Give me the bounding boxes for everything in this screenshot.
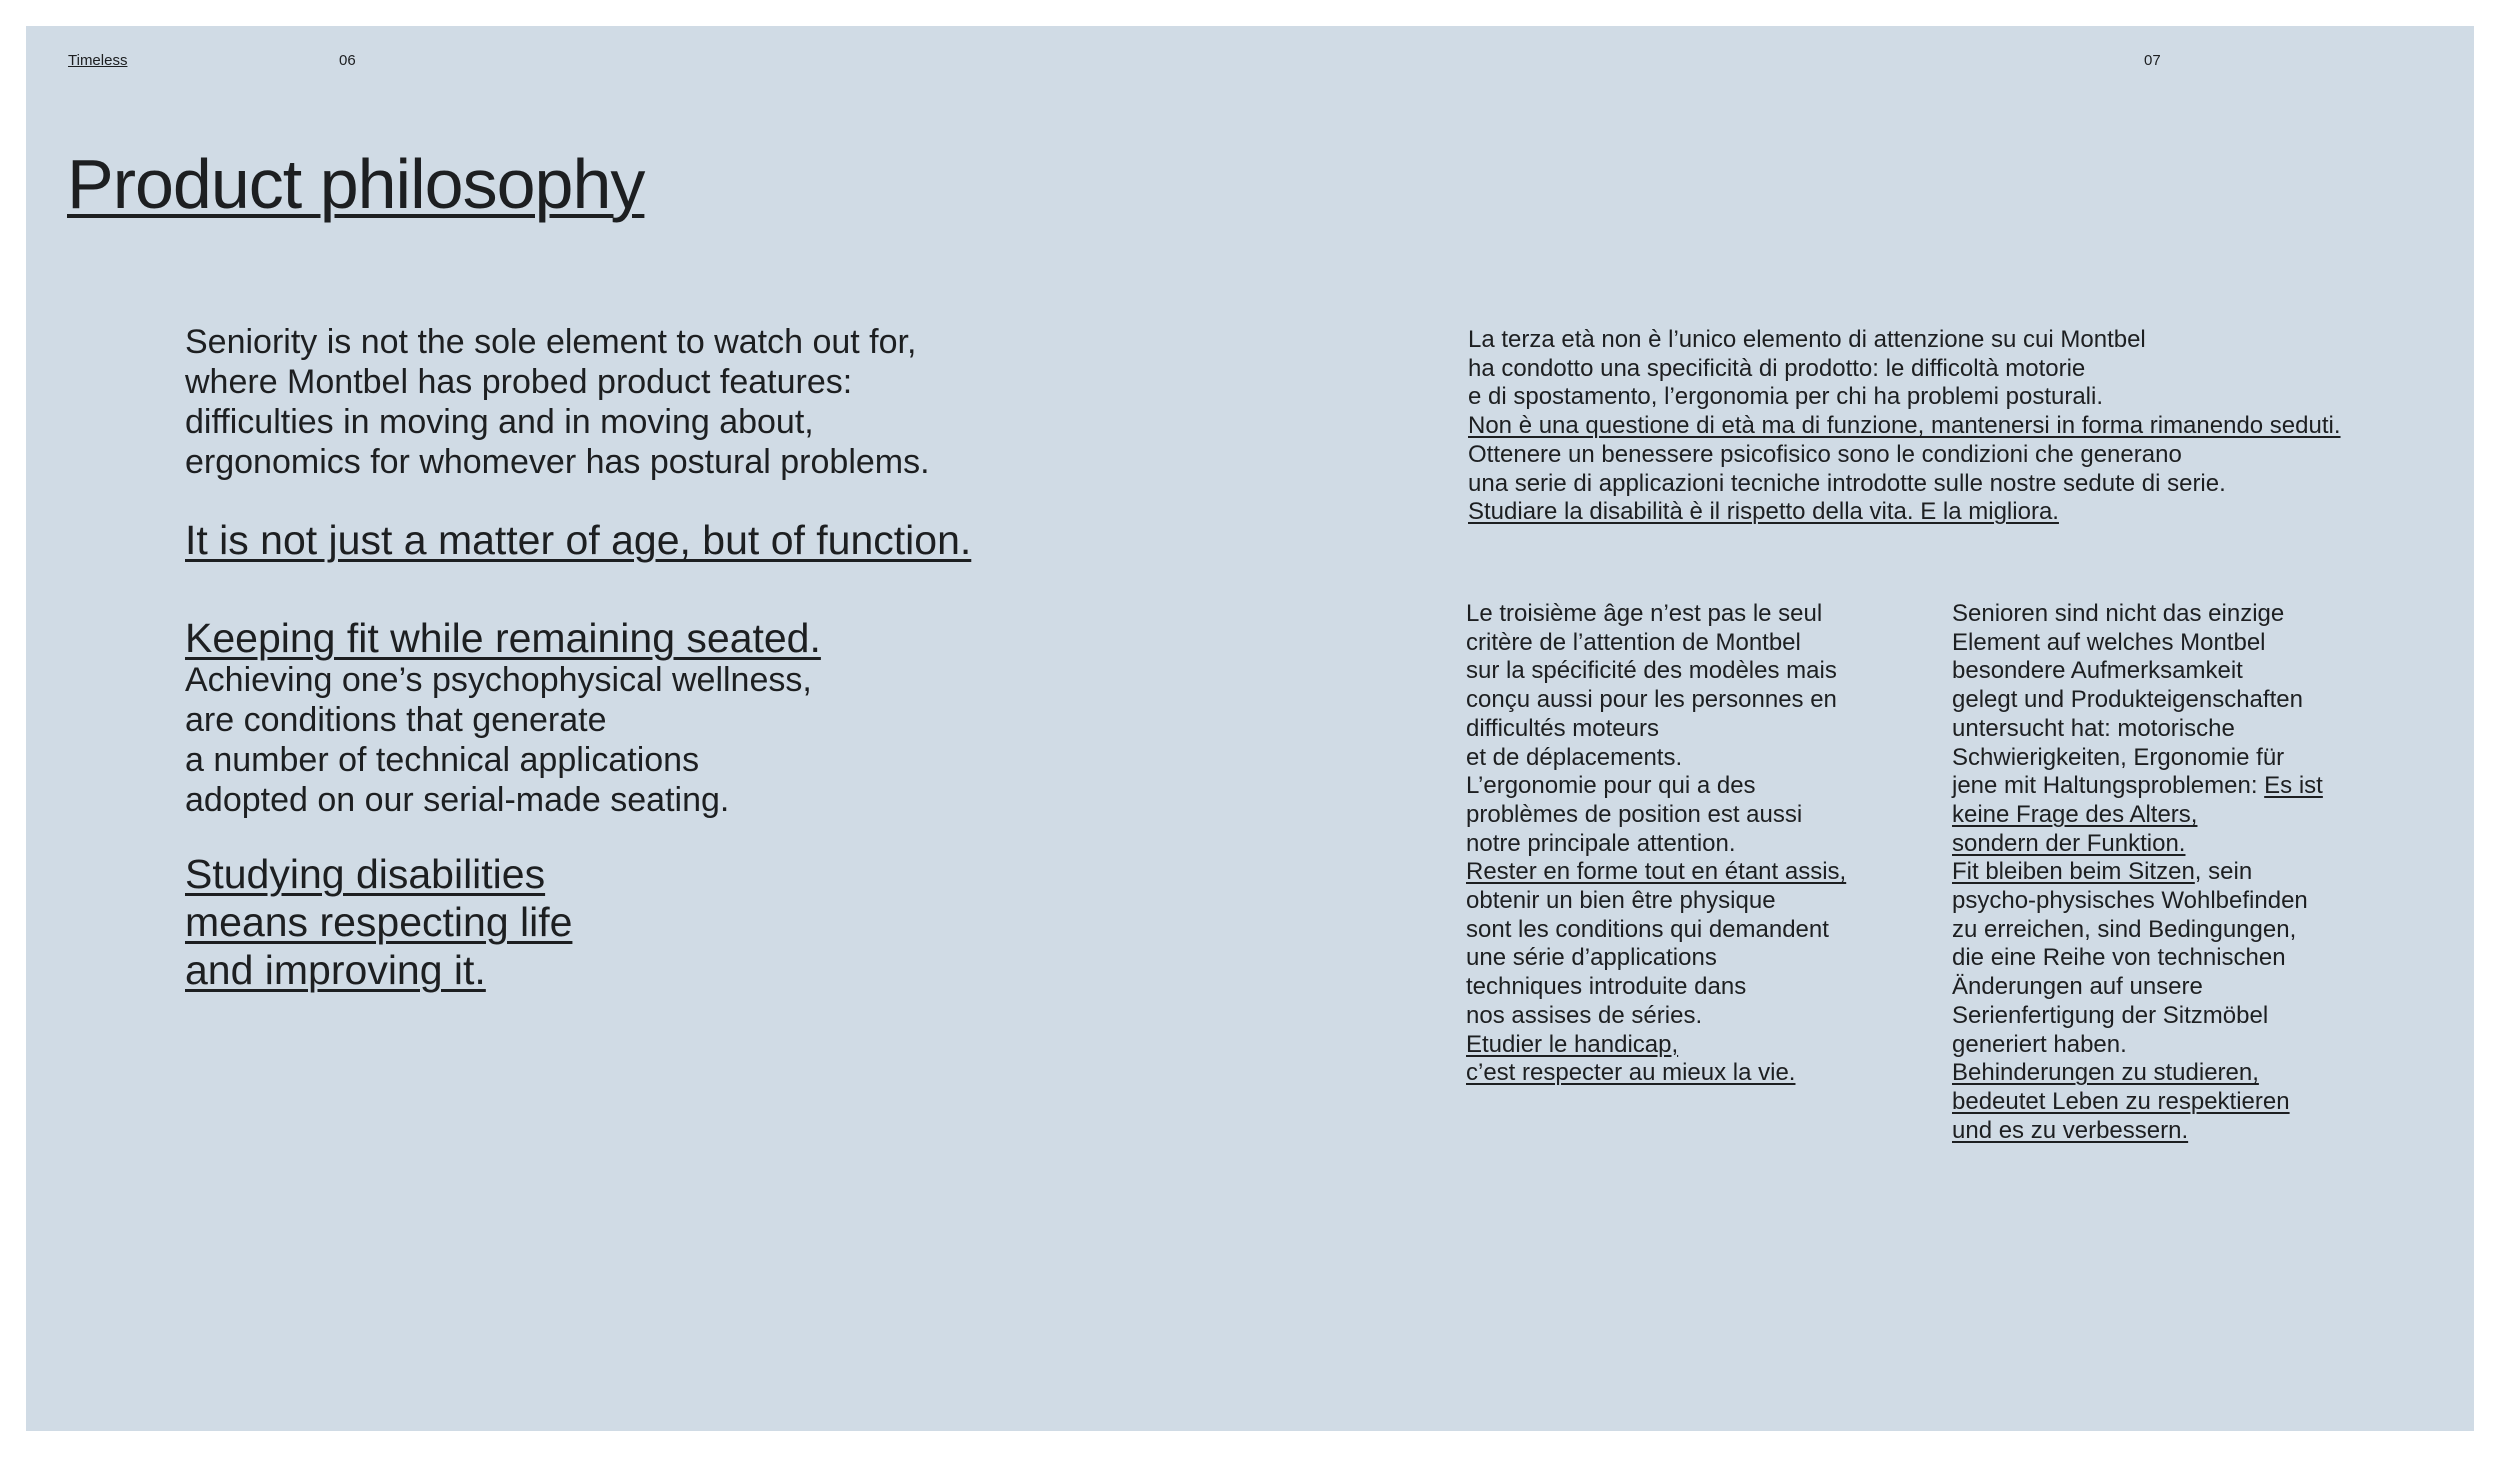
english-intro: Seniority is not the sole element to watch out for, where Montbel has probed product features: difficulties in moving and in moving about, ergonomics for whomever has postural problems. (185, 323, 930, 481)
english-fit-heading: Keeping fit while remaining seated. (185, 615, 821, 661)
french-highlight-2: Etudier le handicap, c’est respecter au mieux la vie. (1466, 1030, 1796, 1087)
german-highlight-2: Behinderungen zu studieren, bedeutet Leben zu respektieren und es zu verbessern. (1952, 1059, 2290, 1144)
german-paragraph-1: Senioren sind nicht das einzige Element auf welches Montbel besondere Aufmerksamkeit gelegt und Produkteigenschaften untersucht hat: motorische Schwierigkeiten, Ergonomie für jene mit Haltungsproblemen: (1952, 600, 2303, 800)
german-paragraph-2: , sein psycho-physisches Wohlbefinden zu erreichen, sind Bedingungen, die eine Reihe von technischen Änderungen auf unsere Serienfertigung der Sitzmöbel generiert haben. (1952, 858, 2308, 1058)
french-paragraph-2: obtenir un bien être physique sont les conditions qui demandent une série d’applications techniques introduite dans nos assises de séries. (1466, 887, 1829, 1029)
italian-paragraph-2: Ottenere un benessere psicofisico sono le condizioni che generano una serie di applicazioni tecniche introdotte sulle nostre sedute di serie. (1468, 440, 2226, 497)
french-highlight-1: Rester en forme tout en étant assis, (1466, 858, 1847, 886)
page-spread (26, 26, 2474, 1431)
page-number-right: 07 (2144, 52, 2161, 69)
english-closing: Studying disabilities means respecting life and improving it. (185, 851, 573, 993)
english-statement: It is not just a matter of age, but of function. (185, 517, 972, 563)
german-highlight-1: Es ist keine Frage des Alters, sondern der Funktion. Fit bleiben beim Sitzen (1952, 772, 2323, 886)
brand-label: Timeless (68, 52, 128, 69)
italian-highlight-2: Studiare la disabilità è il rispetto della vita. E la migliora. (1468, 498, 2059, 526)
italian-highlight-1: Non è una questione di età ma di funzione, mantenersi in forma rimanendo seduti. (1468, 412, 2341, 440)
german-text (1952, 600, 2323, 1145)
french-paragraph-1: Le troisième âge n’est pas le seul critère de l’attention de Montbel sur la spécificité des modèles mais conçu aussi pour les personnes en difficultés moteurs et de déplacements. L’ergonomie pour qui a des problèmes de position est aussi notre principale attention. (1466, 600, 1837, 857)
page-title: Product philosophy (67, 145, 645, 223)
italian-paragraph-1: La terza età non è l’unico elemento di attenzione su cui Montbel ha condotto una specificità di prodotto: le difficoltà motorie e di spostamento, l’ergonomia per chi ha problemi posturali. (1468, 326, 2146, 411)
french-text (1466, 600, 1846, 1088)
english-fit-body: Achieving one’s psychophysical wellness, are conditions that generate a number of technical applications adopted on our serial-made seating. (185, 661, 812, 819)
italian-text (1468, 326, 2341, 527)
page-number-left: 06 (339, 52, 356, 69)
